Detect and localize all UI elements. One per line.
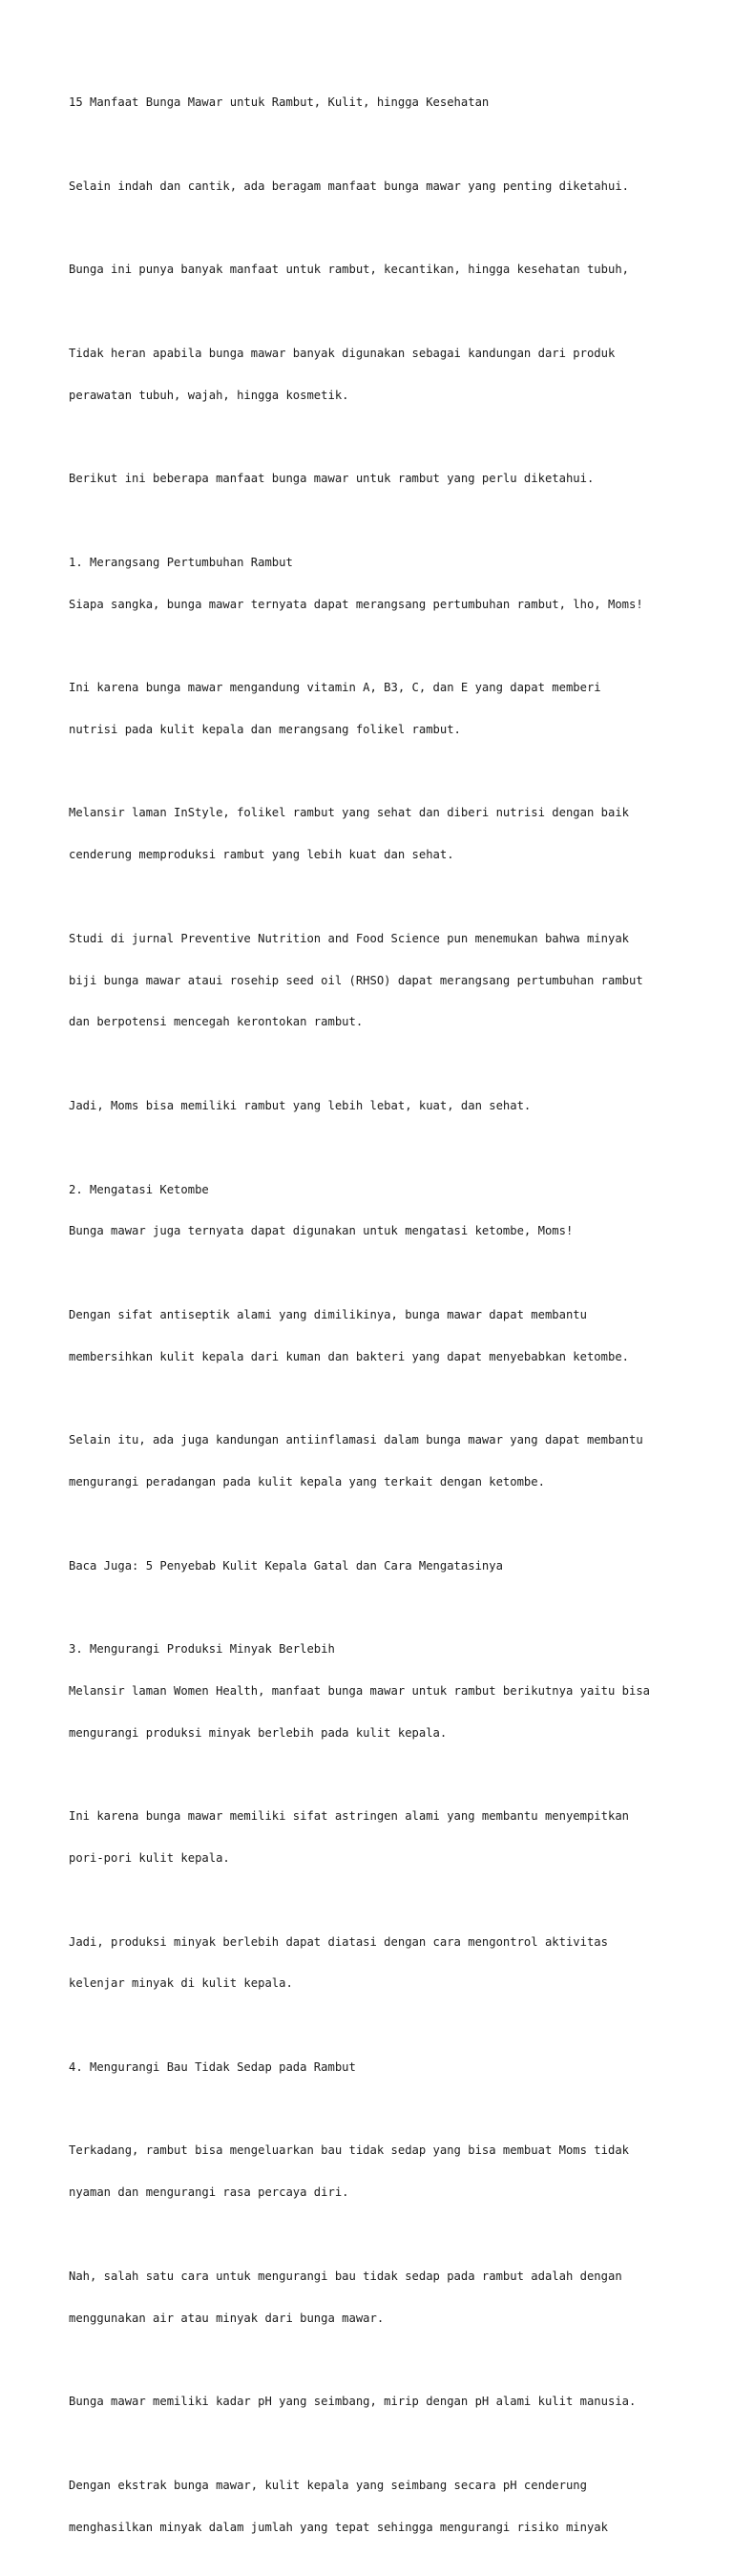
text-line: Terkadang, rambut bisa mengeluarkan bau tidak sedap yang bisa membuat Moms tidak xyxy=(69,2143,629,2158)
text-line: Berikut ini beberapa manfaat bunga mawar untuk rambut yang perlu diketahui. xyxy=(69,472,595,486)
text-line: mengurangi produksi minyak berlebih pada kulit kepala. xyxy=(69,1725,448,1740)
section-heading: 4. Mengurangi Bau Tidak Sedap pada Rambut xyxy=(69,2059,356,2074)
paragraph xyxy=(69,235,680,305)
paragraph xyxy=(69,444,680,514)
paragraph xyxy=(69,2116,680,2228)
paragraph xyxy=(69,653,680,765)
text-line: Bunga mawar memiliki kadar pH yang seimbang, mirip dengan pH alami kulit manusia. xyxy=(69,2395,637,2409)
text-line: Selain itu, ada juga kandungan antiinflamasi dalam bunga mawar yang dapat membantu xyxy=(69,1433,643,1447)
section-2 xyxy=(69,1154,680,1266)
text-line: perawatan tubuh, wajah, hingga kosmetik. xyxy=(69,388,349,402)
text-line: mengurangi peradangan pada kulit kepala yang terkait dengan ketombe. xyxy=(69,1474,545,1489)
text-line: Selain indah dan cantik, ada beragam manfaat bunga mawar yang penting diketahui. xyxy=(69,179,629,193)
paragraph xyxy=(69,904,680,1058)
paragraph xyxy=(69,1405,680,1517)
text-line: Dengan ekstrak bunga mawar, kulit kepala yang seimbang secara pH cenderung xyxy=(69,2478,587,2492)
text-line: cenderung memproduksi rambut yang lebih kuat dan sehat. xyxy=(69,848,454,862)
section-heading: 3. Mengurangi Produksi Minyak Berlebih xyxy=(69,1642,335,1657)
text-line: pori-pori kulit kepala. xyxy=(69,1851,230,1865)
text-line: Tidak heran apabila bunga mawar banyak digunakan sebagai kandungan dari produk xyxy=(69,346,616,360)
paragraph xyxy=(69,2451,680,2563)
text-line: Baca Juga: 5 Penyebab Kulit Kepala Gatal dan Cara Mengatasinya xyxy=(69,1558,503,1573)
paragraph xyxy=(69,1907,680,2018)
text-line: Melansir laman Women Health, manfaat bunga mawar untuk rambut berikutnya yaitu bisa xyxy=(69,1683,651,1698)
text-line: kelenjar minyak di kulit kepala. xyxy=(69,1976,293,1991)
section-1 xyxy=(69,528,680,640)
text-line: 15 Manfaat Bunga Mawar untuk Rambut, Kulit, hingga Kesehatan xyxy=(69,95,490,110)
text-line: nyaman dan mengurangi rasa percaya diri. xyxy=(69,2185,349,2200)
paragraph xyxy=(69,319,680,431)
paragraph xyxy=(69,1782,680,1893)
section-4 xyxy=(69,2033,680,2102)
paragraph xyxy=(69,2242,680,2354)
related-article xyxy=(69,1531,680,1600)
paragraph xyxy=(69,152,680,222)
text-line: Dengan sifat antiseptik alami yang dimilikinya, bunga mawar dapat membantu xyxy=(69,1307,587,1321)
text-line: Bunga ini punya banyak manfaat untuk rambut, kecantikan, hingga kesehatan tubuh, xyxy=(69,263,629,277)
document-page xyxy=(69,68,680,2576)
text-line: biji bunga mawar ataui rosehip seed oil (RHSO) dapat merangsang pertumbuhan rambut xyxy=(69,973,643,987)
section-3 xyxy=(69,1615,680,1768)
text-line: Studi di jurnal Preventive Nutrition and Food Science pun menemukan bahwa minyak xyxy=(69,931,629,945)
text-line: Siapa sangka, bunga mawar ternyata dapat merangsang pertumbuhan rambut, lho, Moms! xyxy=(69,597,643,611)
text-line: Melansir laman InStyle, folikel rambut yang sehat dan diberi nutrisi dengan baik xyxy=(69,806,629,820)
section-heading: 2. Mengatasi Ketombe xyxy=(69,1182,209,1196)
text-line: Ini karena bunga mawar mengandung vitamin A, B3, C, dan E yang dapat memberi xyxy=(69,681,601,695)
text-line: menghasilkan minyak dalam jumlah yang tepat sehingga mengurangi risiko minyak xyxy=(69,2520,608,2534)
paragraph xyxy=(69,778,680,890)
text-line: Jadi, Moms bisa memiliki rambut yang lebih lebat, kuat, dan sehat. xyxy=(69,1098,532,1112)
text-line: nutrisi pada kulit kepala dan merangsang folikel rambut. xyxy=(69,722,461,736)
text-line: membersihkan kulit kepala dari kuman dan bakteri yang dapat menyebabkan ketombe. xyxy=(69,1349,629,1363)
paragraph xyxy=(69,1071,680,1141)
text-line: menggunakan air atau minyak dari bunga mawar. xyxy=(69,2311,385,2325)
text-line: Bunga mawar juga ternyata dapat digunakan untuk mengatasi ketombe, Moms! xyxy=(69,1224,574,1238)
paragraph xyxy=(69,2367,680,2437)
text-line: Ini karena bunga mawar memiliki sifat astringen alami yang membantu menyempitkan xyxy=(69,1809,629,1824)
section-heading: 1. Merangsang Pertumbuhan Rambut xyxy=(69,555,293,569)
paragraph xyxy=(69,1280,680,1392)
text-line: Jadi, produksi minyak berlebih dapat diatasi dengan cara mengontrol aktivitas xyxy=(69,1934,608,1949)
text-line: dan berpotensi mencegah kerontokan rambut. xyxy=(69,1015,364,1029)
document-title xyxy=(69,68,680,137)
text-line: Nah, salah satu cara untuk mengurangi bau tidak sedap pada rambut adalah dengan xyxy=(69,2269,622,2283)
